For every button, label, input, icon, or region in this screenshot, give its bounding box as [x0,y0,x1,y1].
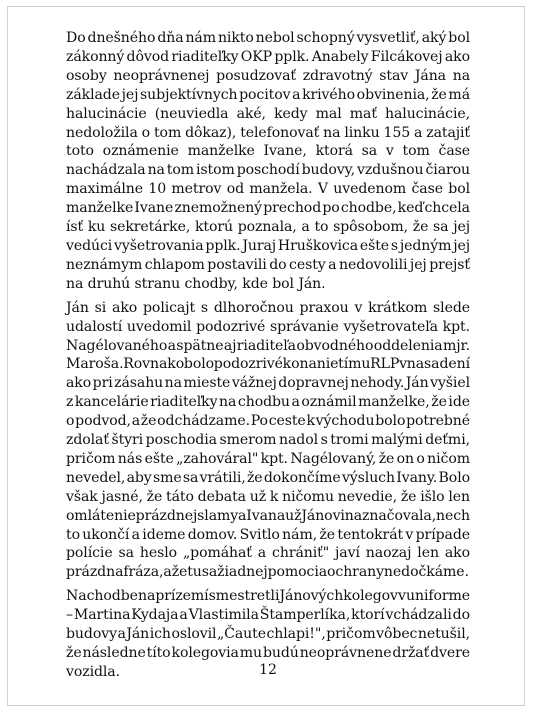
text-line: nachádzala na tom istom poschodí budovy, vzdušnou čiarou [66,162,470,179]
paragraph-1 [66,29,470,294]
text-line: Na chodbe na prízemí sme stretli Jánových kolegov v uniforme [66,588,470,605]
text-line: pričom nás ešte „zahováral" kpt. Nagélovaný, že on o ničom [66,450,470,467]
text-line: halucinácie (neuviedla aké, kedy mal mať halucinácie, [66,105,470,122]
text-line: ísť ku sekretárke, ktorú poznala, a to spôsobom, že sa jej [66,219,470,236]
text-line: z kancelárie riaditeľky na chodbu a oznámil manželke, že ide [66,394,470,411]
text-line: budovy a Ján ich oslovil „Čaute chlapi!", pričom vôbec netušil, [66,626,470,643]
text-line: ako pri zásahu na mieste vážnej dopravnej nehody. Ján vyšiel [66,375,470,392]
text-line: Ján si ako policajt s dlhoročnou praxou v krátkom slede [66,299,470,316]
text-line: polície sa heslo „pomáhať a chrániť" javí naozaj len ako [66,545,470,562]
text-line: nedoložila o tom dôkaz), telefonovať na linku 155 a zatajiť [66,124,470,141]
text-line: zákonný dôvod riaditeľky OKP pplk. Anabely Filcákovej ako [66,48,470,65]
text-line: neznámym chlapom postavili do cesty a nedovolili jej prejsť [66,256,470,273]
page-text [66,29,470,682]
text-line: toto oznámenie manželke Ivane, ktorá sa v tom čase [66,143,470,160]
text-line: to ukončí a ideme domov. Svitlo nám, že tentokrát v prípade [66,526,470,543]
text-line: Nagélovaného a spätne aj riaditeľa obvodného oddelenia mjr. [66,337,470,354]
page-number: 12 [259,662,277,678]
text-line: o podvod, a že odchádzame. Po ceste k východu bolo potrebné [66,413,470,430]
text-line: manželke Ivane znemožnený prechod po chodbe, keď chcela [66,200,470,217]
text-line: na druhú stranu chodby, kde bol Ján. [66,275,326,292]
text-line: vedúci vyšetrovania pplk. Juraj Hruškovica ešte s jedným jej [66,237,470,254]
paragraph-2 [66,299,470,583]
text-line: základe jej subjektívnych pocitov a krivého obvinenia, že má [66,86,470,103]
text-line: udalostí uvedomil podozrivé správanie vyšetrovateľa kpt. [66,318,470,335]
text-line: že následne títo kolegovia mu budú neoprávnene držať dvere [66,645,470,661]
text-line: Do dnešného dňa nám nikto nebol schopný vysvetliť, aký bol [66,30,470,46]
text-line: nevedel, aby sme sa vrátili, že dokončíme výsluch Ivany. Bolo [66,469,470,486]
text-line: zdolať štyri poschodia smerom nadol s tromi malými deťmi, [66,432,470,449]
text-line: prázdna fráza, a že tu sa žiadnej pomoci a ochrany nedočkáme. [66,564,469,581]
text-line: o mlátenie prázdnej slamy a Ivana už Jánovi naznačovala, nech [66,507,470,524]
text-line: však jasné, že táto debata už k ničomu nevedie, že išlo len [66,488,470,505]
text-line: Maroša. Rovnako bolo podozrivé konanie tímu RLP v nasadení [66,356,470,373]
text-line: vozidla. [66,663,120,680]
text-line: maximálne 10 metrov od manžela. V uvedenom čase bol [66,181,470,198]
text-line: – Martina Kydaja a Vlastimila Štamperlíka, ktorí vchádzali do [66,607,470,624]
text-line: osoby neoprávnenej posudzovať zdravotný stav Jána na [66,67,470,84]
